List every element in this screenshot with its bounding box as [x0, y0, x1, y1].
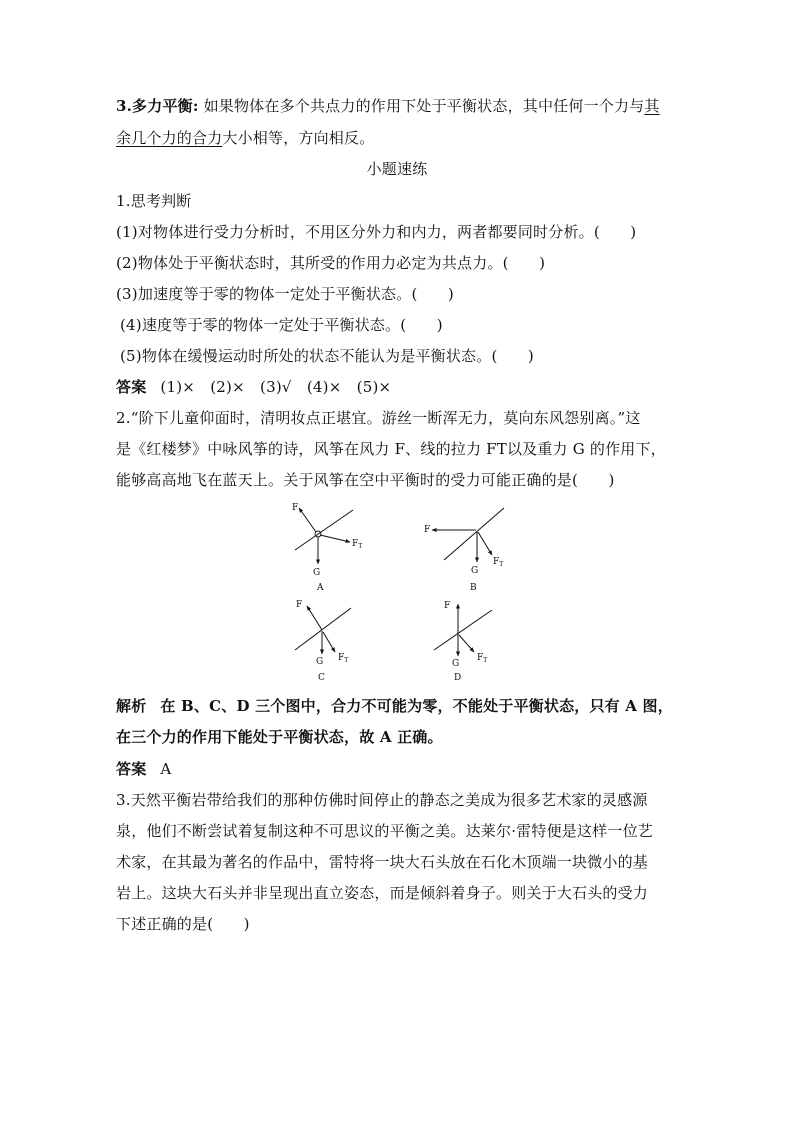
caption-a: A — [317, 583, 324, 593]
section3-line1 — [116, 95, 660, 117]
label-g: G — [313, 568, 321, 578]
q2-analysis-line1 — [116, 695, 673, 717]
kite-line — [444, 508, 504, 560]
q1-title: 1.思考判断 — [116, 192, 192, 210]
figure-a — [285, 498, 365, 594]
section3-line2 — [116, 127, 374, 149]
q2-analysis-text1: 在 B、C、D 三个图中，合力不可能为零，不能处于平衡状态，只有 A 图， — [160, 697, 673, 715]
label-ft: $F_T$ — [477, 653, 488, 664]
q1-answer-label: 答案 — [116, 378, 147, 396]
q2-answer — [116, 758, 171, 780]
q1-answer-text: (1)× (2)× (3)√ (4)× (5)× — [160, 378, 392, 396]
q1-item-1: (1)对物体进行受力分析时，不用区分外力和内力，两者都要同时分析。( ) — [116, 223, 637, 241]
q2-line2: 是《红楼梦》中咏风筝的诗，风筝在风力 F、线的拉力 FT以及重力 G 的作用下， — [116, 440, 666, 458]
caption-d: D — [454, 673, 462, 683]
label-f: F — [296, 600, 303, 610]
q1-item-3: (3)加速度等于零的物体一定处于平衡状态。( ) — [116, 285, 454, 303]
section3-underline-a: 其 — [644, 97, 660, 115]
q3-line1: 3.天然平衡岩带给我们的那种仿佛时间停止的静态之美成为很多艺术家的灵感源 — [116, 791, 648, 809]
q2-answer-text: A — [160, 760, 172, 778]
force-ft-arrow — [459, 635, 474, 652]
q1-item-4: (4)速度等于零的物体一定处于平衡状态。( ) — [120, 316, 443, 334]
section3-text-a: 如果物体在多个共点力的作用下处于平衡状态，其中任何一个力与 — [198, 97, 645, 115]
q2-answer-label: 答案 — [116, 760, 147, 778]
figure-d — [428, 594, 508, 686]
force-ft-arrow — [320, 535, 350, 542]
figure-c — [285, 594, 365, 686]
label-f: F — [424, 525, 431, 535]
label-ft: $F_T$ — [338, 653, 349, 664]
q1-answer — [116, 376, 391, 398]
kite-line — [434, 610, 492, 650]
caption-b: B — [470, 583, 477, 593]
caption-c: C — [318, 673, 325, 683]
kite-line — [295, 510, 353, 550]
label-ft: $F_T$ — [493, 557, 504, 568]
label-g: G — [452, 659, 460, 669]
q1-item-5: (5)物体在缓慢运动时所处的状态不能认为是平衡状态。( ) — [120, 347, 534, 365]
kite-line — [295, 608, 351, 650]
force-ft-arrow — [323, 632, 335, 652]
q3-line3: 术家，在其最为著名的作品中，雷特将一块大石头放在石化木顶端一块微小的基 — [116, 853, 649, 871]
force-f-arrow — [299, 508, 316, 532]
q2-analysis-label: 解析 — [116, 697, 147, 715]
q2-line3: 能够高高地飞在蓝天上。关于风筝在空中平衡时的受力可能正确的是( ) — [116, 471, 615, 489]
section3-underline-b: 余几个力的合力 — [116, 129, 223, 147]
label-g: G — [316, 657, 324, 667]
label-g: G — [471, 566, 479, 576]
force-f-arrow — [307, 606, 322, 630]
figure-b — [420, 498, 510, 594]
q3-line2: 泉，他们不断尝试着复制这种不可思议的平衡之美。达莱尔·雷特便是这样一位艺 — [116, 822, 653, 840]
label-f: F — [444, 601, 451, 611]
q2-line1: 2.“阶下儿童仰面时，清明妆点正堪宜。游丝一断浑无力，莫向东风怨别离。”这 — [116, 409, 641, 427]
q2-analysis-line2: 在三个力的作用下能处于平衡状态，故 A 正确。 — [116, 728, 443, 746]
label-ft: $F_T$ — [352, 539, 363, 550]
q3-line5: 下述正确的是( ) — [116, 915, 250, 933]
force-ft-arrow — [478, 532, 492, 555]
section-heading: 小题速练 — [366, 160, 428, 178]
q1-item-2: (2)物体处于平衡状态时，其所受的作用力必定为共点力。( ) — [116, 254, 546, 272]
section3-text-b: 大小相等，方向相反。 — [222, 129, 375, 147]
section3-label: 3.多力平衡: — [116, 97, 199, 115]
label-f: F — [292, 503, 299, 513]
q3-line4: 岩上。这块大石头并非呈现出直立姿态，而是倾斜着身子。则关于大石头的受力 — [116, 884, 649, 902]
